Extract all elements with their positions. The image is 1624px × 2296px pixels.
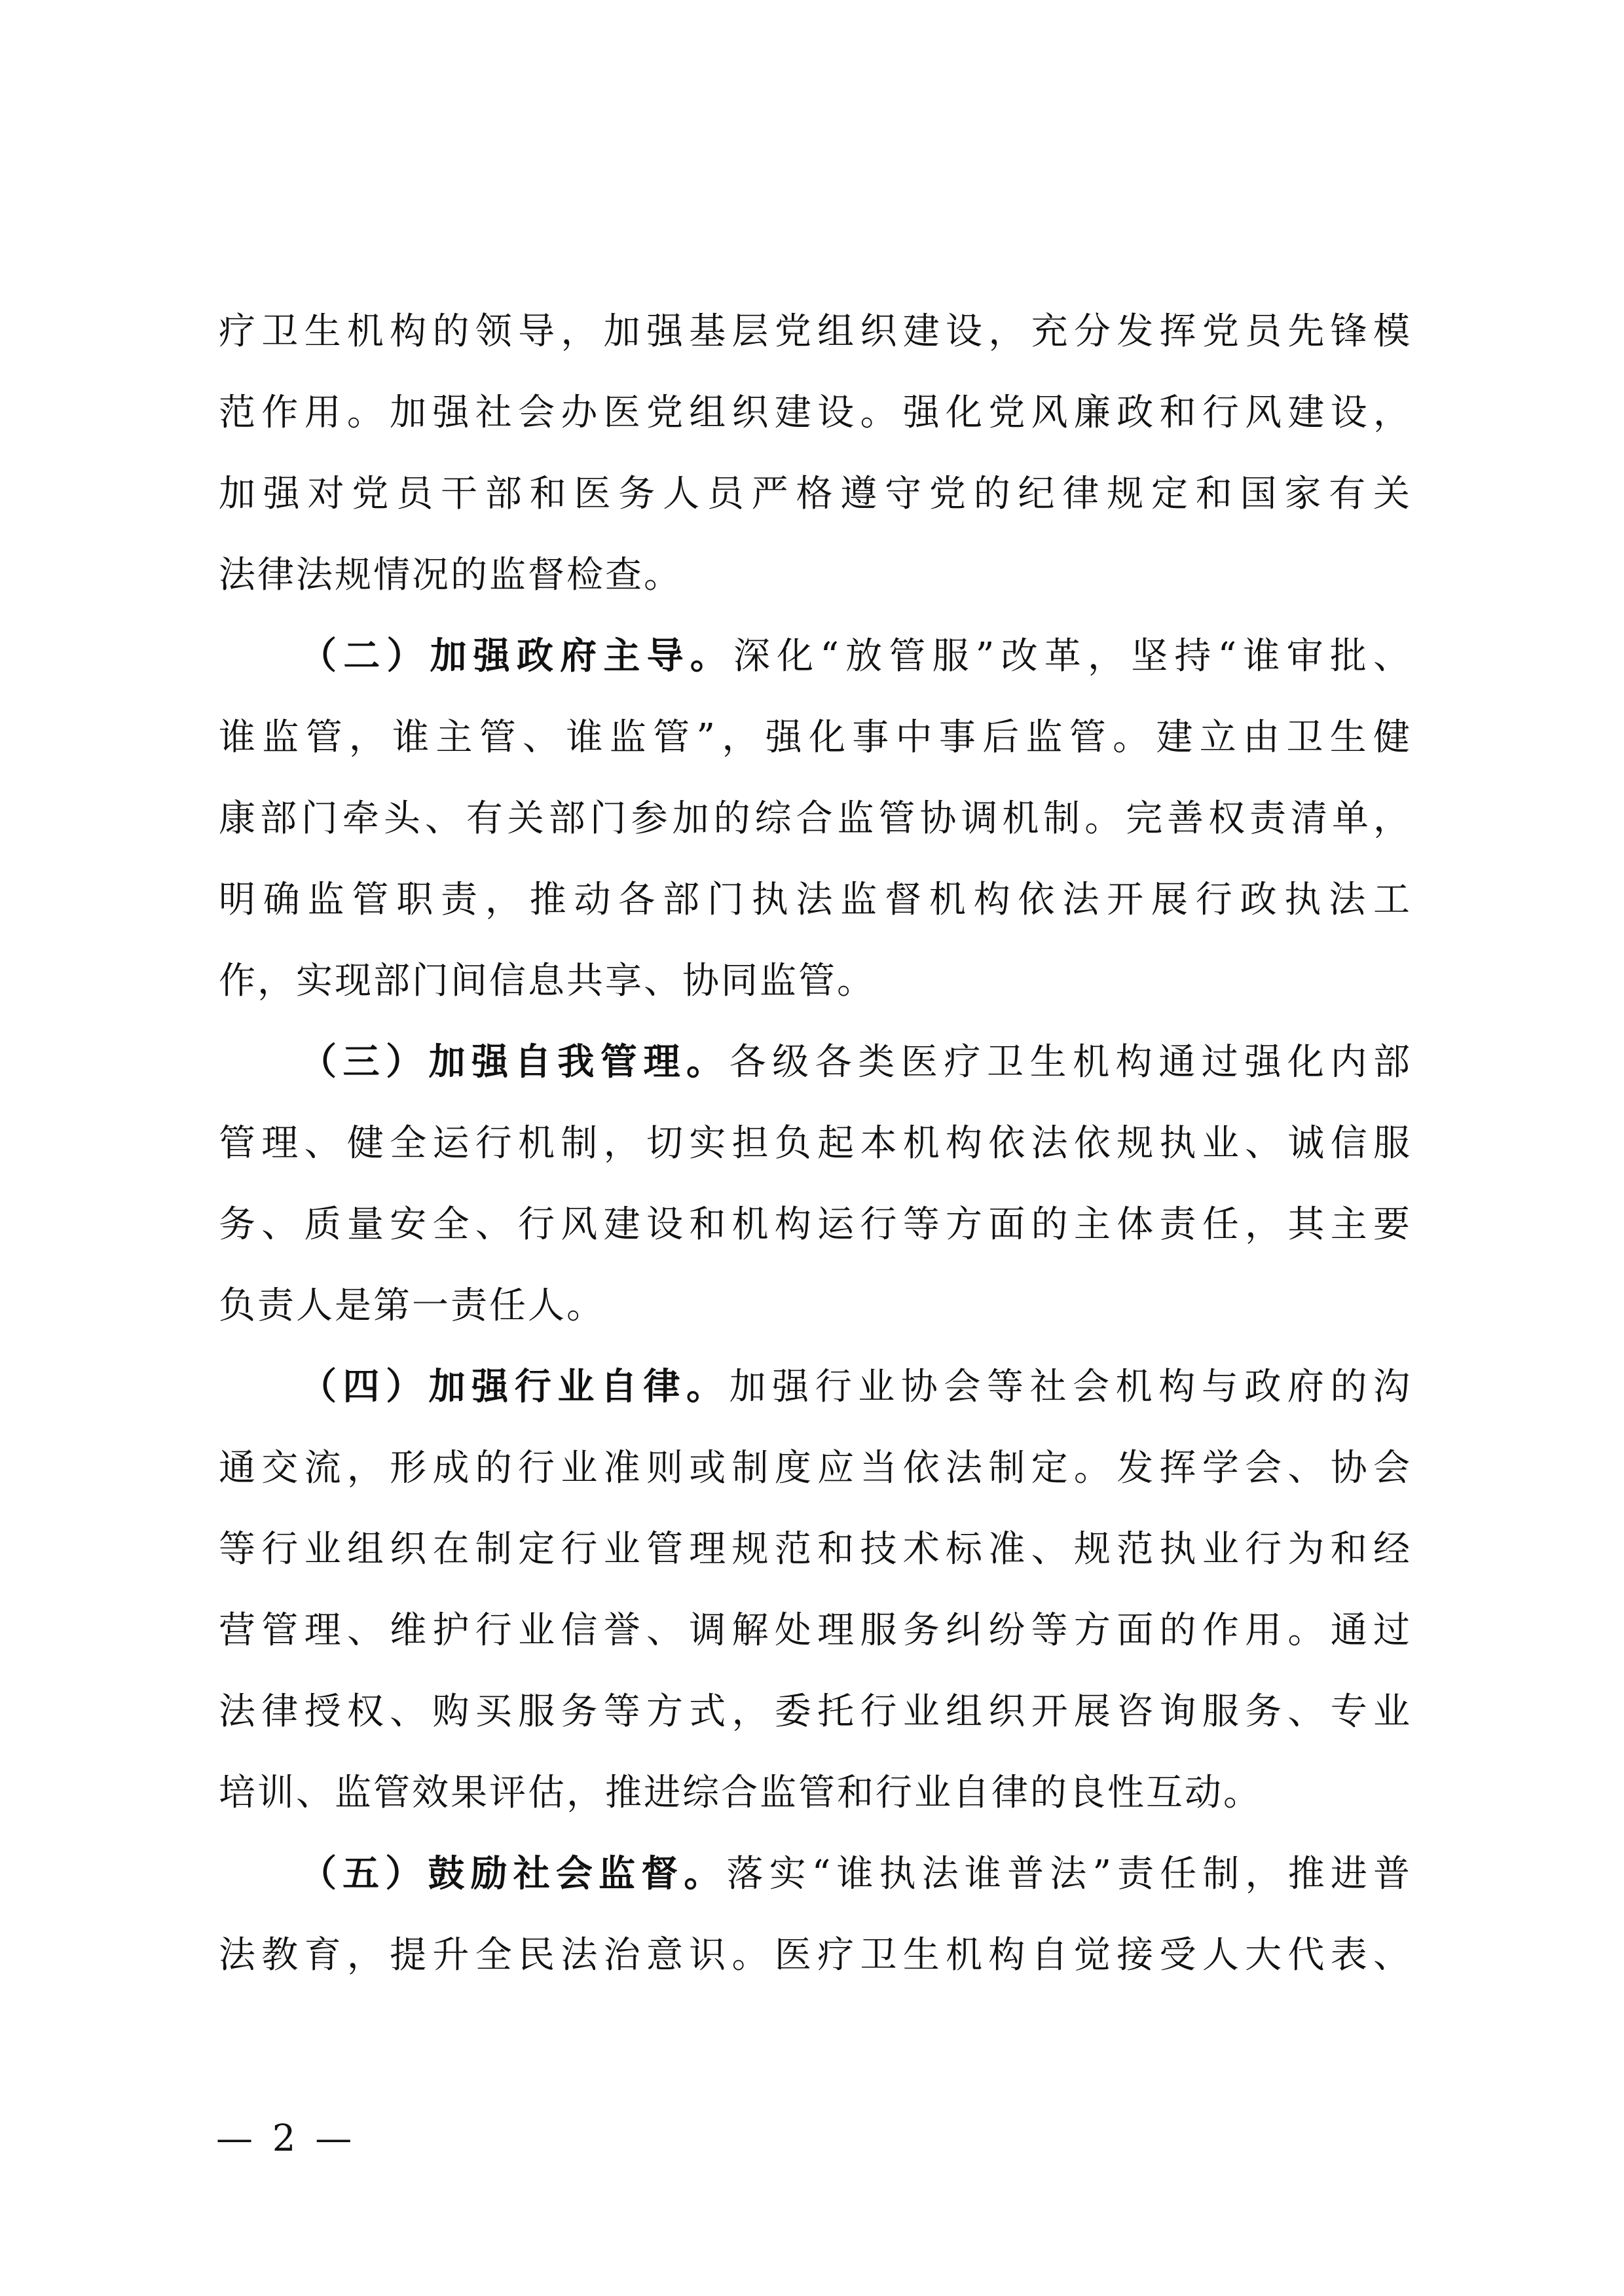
text-line (219, 1834, 1412, 1915)
text-line: 通交流，形成的行业准则或制度应当依法制定。发挥学会、协会 (219, 1447, 1412, 1489)
text-line: 负责人是第一责任人。 (219, 1285, 605, 1327)
text-line: 营管理、维护行业信誉、调解处理服务纠纷等方面的作用。通过 (219, 1609, 1412, 1652)
text-line: 务、质量安全、行风建设和机构运行等方面的主体责任，其主要 (219, 1203, 1412, 1246)
text-line: 等行业组织在制定行业管理规范和技术标准、规范执业行为和经 (219, 1528, 1412, 1571)
text-line: 明确监管职责，推动各部门执法监督机构依法开展行政执法工 (219, 879, 1412, 921)
section-heading: （四）加强行业自律。 (300, 1366, 729, 1408)
section-heading: （二）加强政府主导。 (300, 635, 733, 678)
text-run: 深化“放管服”改革，坚持“谁审批、 (733, 635, 1412, 678)
text-run: 加强行业协会等社会机构与政府的沟 (729, 1366, 1412, 1408)
section-heading: （五）鼓励社会监督。 (300, 1853, 727, 1895)
text-line: 康部门牵头、有关部门参加的综合监管协调机制。完善权责清单， (219, 797, 1412, 840)
text-line: 加强对党员干部和医务人员严格遵守党的纪律规定和国家有关 (219, 473, 1412, 515)
paragraph-5 (219, 1834, 1412, 1996)
text-run: 各级各类医疗卫生机构通过强化内部 (729, 1041, 1412, 1084)
text-run: 落实“谁执法谁普法”责任制，推进普 (726, 1853, 1412, 1895)
page-number: — 2 — (216, 2117, 356, 2160)
text-line: 法律法规情况的监督检查。 (219, 554, 682, 596)
text-line: 管理、健全运行机制，切实担负起本机构依法依规执业、诚信服 (219, 1122, 1412, 1165)
document-body (219, 291, 1412, 1996)
text-line: 疗卫生机构的领导，加强基层党组织建设，充分发挥党员先锋模 (219, 310, 1412, 353)
paragraph-1 (219, 291, 1412, 616)
text-line (219, 1022, 1412, 1103)
text-line: 范作用。加强社会办医党组织建设。强化党风廉政和行风建设， (219, 392, 1412, 434)
text-line (219, 1347, 1412, 1428)
paragraph-4 (219, 1347, 1412, 1834)
text-line: 法律授权、购买服务等方式，委托行业组织开展咨询服务、专业 (219, 1690, 1412, 1733)
paragraph-2 (219, 616, 1412, 1022)
text-line: 培训、监管效果评估，推进综合监管和行业自律的良性互动。 (219, 1772, 1262, 1814)
paragraph-3 (219, 1022, 1412, 1347)
text-line: 谁监管，谁主管、谁监管”，强化事中事后监管。建立由卫生健 (219, 716, 1412, 759)
section-heading: （三）加强自我管理。 (300, 1041, 729, 1084)
text-line: 法教育，提升全民法治意识。医疗卫生机构自觉接受人大代表、 (219, 1934, 1412, 1977)
text-line (219, 616, 1412, 697)
text-line: 作，实现部门间信息共享、协同监管。 (219, 960, 876, 1002)
